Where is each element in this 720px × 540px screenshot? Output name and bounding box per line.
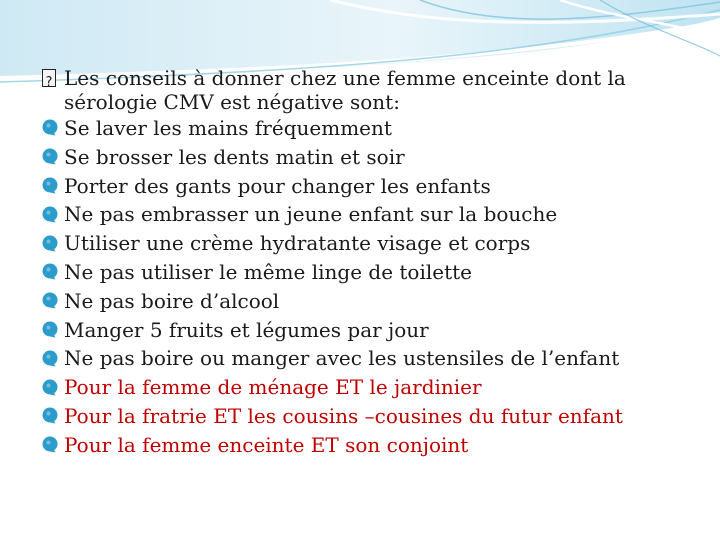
q-bullet-icon — [42, 344, 64, 373]
q-bullet-icon — [42, 431, 64, 460]
list-item — [42, 431, 702, 460]
intro-text: Les conseils à donner chez une femme enceinte dont la sérologie CMV est négative sont: — [64, 66, 626, 114]
list-item — [42, 344, 702, 373]
q-bullet-icon — [42, 402, 64, 431]
q-bullet-icon — [42, 143, 64, 172]
missing-glyph-icon — [42, 66, 64, 90]
q-bullet-icon — [42, 287, 64, 316]
list-item — [42, 373, 702, 402]
q-bullet-icon — [42, 373, 64, 402]
q-bullet-icon — [42, 316, 64, 345]
bullet-list — [42, 66, 702, 460]
q-bullet-icon — [42, 200, 64, 229]
list-item-text: Pour la femme de ménage ET le jardinier — [64, 375, 482, 400]
list-item — [42, 402, 702, 431]
list-item-text: Pour la femme enceinte ET son conjoint — [64, 432, 469, 457]
list-item-text: Ne pas boire ou manger avec les ustensiles de l’enfant — [64, 346, 620, 371]
list-item-text: Ne pas utiliser le même linge de toilette — [64, 259, 472, 284]
list-item-text: Ne pas embrasser un jeune enfant sur la bouche — [64, 202, 558, 227]
list-item — [42, 114, 702, 143]
list-item-text: Utiliser une crème hydratante visage et corps — [64, 231, 531, 256]
list-item-text: Pour la fratrie ET les cousins –cousines du futur enfant — [64, 403, 623, 428]
list-item — [42, 172, 702, 201]
list-item-text: Se laver les mains fréquemment — [64, 116, 392, 140]
q-bullet-icon — [42, 114, 64, 143]
list-item — [42, 316, 702, 345]
list-item — [42, 200, 702, 229]
list-item-text: Se brosser les dents matin et soir — [64, 144, 405, 169]
intro-item — [42, 66, 702, 114]
q-bullet-icon — [42, 258, 64, 287]
list-item — [42, 258, 702, 287]
q-bullet-icon — [42, 229, 64, 258]
list-item-text: Ne pas boire d’alcool — [64, 288, 280, 313]
advice-items — [42, 114, 702, 460]
list-item-text: Porter des gants pour changer les enfants — [64, 173, 491, 198]
list-item-text: Manger 5 fruits et légumes par jour — [64, 317, 429, 342]
list-item — [42, 143, 702, 172]
list-item — [42, 287, 702, 316]
q-bullet-icon — [42, 172, 64, 201]
list-item — [42, 229, 702, 258]
